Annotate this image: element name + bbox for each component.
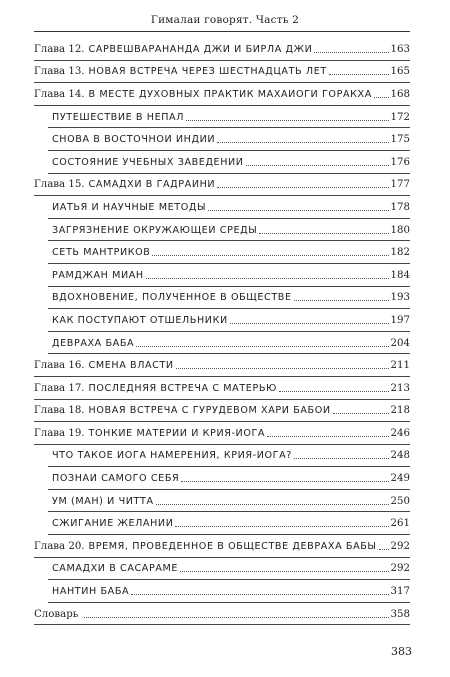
toc-section-name: РАМДЖАН МИАН — [52, 269, 144, 281]
dot-leader — [181, 481, 388, 482]
toc-entry — [34, 422, 410, 445]
toc-section-name: В МЕСТЕ ДУХОВНЫХ ПРАКТИК МАХАЙОГИ ГОРАКХА — [88, 88, 372, 100]
toc-page-number: 182 — [390, 247, 410, 259]
toc-section-name: ДЕВРАХA БАБА — [52, 337, 135, 349]
toc-entry-title — [48, 473, 179, 484]
toc-entry — [34, 196, 410, 219]
toc-entry — [34, 445, 410, 468]
toc-page-number: 261 — [390, 518, 410, 530]
toc-section-name: ПОСЛЕДНЯЯ ВСТРЕЧА С МАТЕРЬЮ — [88, 382, 277, 394]
toc-entry — [34, 467, 410, 490]
toc-section-name: КАК ПОСТУПАЮТ ОТШЕЛЬНИКИ — [52, 314, 228, 326]
toc-page-number: 177 — [390, 179, 410, 191]
dot-leader — [131, 594, 388, 595]
toc-page-number: 248 — [390, 450, 410, 462]
dot-leader — [217, 187, 388, 188]
toc-entry-title — [48, 292, 292, 303]
toc-entry-title — [34, 383, 277, 394]
dot-leader — [217, 142, 388, 143]
toc-entry — [34, 354, 410, 377]
toc-section-name: УМ (МАН) И ЧИТТА — [52, 495, 154, 507]
toc-section-name: СОСТОЯНИЕ УЧЕБНЫХ ЗАВЕДЕНИЙ — [52, 156, 244, 168]
toc-entry-title — [48, 496, 154, 507]
dot-leader — [84, 617, 388, 618]
toc-entry — [34, 264, 410, 287]
toc-section-name: НОВАЯ ВСТРЕЧА ЧЕРЕЗ ШЕСТНАДЦАТЬ ЛЕТ — [88, 66, 327, 78]
toc-page-number: 168 — [390, 88, 410, 100]
toc-page-number: 211 — [390, 360, 410, 372]
toc-page-number: 184 — [390, 269, 410, 281]
toc-entry-title — [34, 179, 215, 190]
toc-section-name: САМАДХИ В САСАРАМЕ — [52, 563, 179, 575]
toc-section-name: ВДОХНОВЕНИЕ, ПОЛУЧЕННОЕ В ОБЩЕСТВЕ — [52, 292, 292, 304]
table-of-contents — [34, 38, 410, 625]
toc-chapter-label: Глава 15. — [34, 179, 85, 191]
toc-entry-title — [48, 338, 134, 349]
toc-entry — [34, 128, 410, 151]
toc-page-number: 204 — [390, 337, 410, 349]
toc-entry-title — [34, 44, 312, 55]
toc-entry — [34, 490, 410, 513]
dot-leader — [329, 74, 389, 75]
dot-leader — [294, 300, 389, 301]
dot-leader — [180, 571, 389, 572]
toc-page-number: 193 — [390, 292, 410, 304]
toc-page-number: 249 — [390, 473, 410, 485]
page-number: 383 — [391, 645, 412, 658]
toc-entry — [34, 174, 410, 197]
dot-leader — [379, 549, 389, 550]
toc-page-number: 165 — [390, 66, 410, 78]
toc-section-name: ЙАТЬЯ И НАУЧНЫЕ МЕТОДЫ — [52, 201, 207, 213]
toc-page-number: 175 — [390, 134, 410, 146]
dot-leader — [333, 413, 389, 414]
toc-entry-title — [48, 134, 215, 145]
toc-entry — [34, 151, 410, 174]
toc-entry-title — [34, 428, 265, 439]
toc-page-number: 197 — [390, 314, 410, 326]
dot-leader — [152, 255, 388, 256]
dot-leader — [186, 120, 389, 121]
toc-chapter-label: Глава 13. — [34, 66, 85, 78]
toc-section-name: СЕТЬ МАНТРИКОВ — [52, 247, 151, 259]
dot-leader — [279, 391, 389, 392]
dot-leader — [314, 52, 388, 53]
dot-leader — [259, 233, 388, 234]
toc-entry-title — [48, 202, 206, 213]
toc-section-name: САРВЕШВАРАНАНДА ДЖИ И БИРЛА ДЖИ — [88, 43, 313, 55]
toc-section-name: ЗАГРЯЗНЕНИЕ ОКРУЖАЮЩЕЙ СРЕДЫ — [52, 224, 258, 236]
toc-page-number: 317 — [390, 586, 410, 598]
toc-entry — [34, 38, 410, 61]
header-rule — [34, 31, 410, 32]
toc-section-name: ТОНКИЕ МАТЕРИИ И КРИЯ-ЙОГА — [88, 427, 266, 439]
toc-entry — [34, 512, 410, 535]
toc-chapter-label: Глава 18. — [34, 405, 85, 417]
toc-entry — [34, 309, 410, 332]
toc-page-number: 246 — [390, 427, 410, 439]
toc-section-name: СМЕНА ВЛАСТИ — [88, 360, 174, 372]
toc-entry-title — [48, 586, 129, 597]
toc-entry — [34, 603, 410, 626]
toc-section-name: НОВАЯ ВСТРЕЧА С ГУРУДЕВОМ ХАРИ БАБОЙ — [88, 405, 331, 417]
toc-section-name: ЧТО ТАКОЕ ЙОГА НАМЕРЕНИЯ, КРИЯ-ЙОГА? — [52, 450, 292, 462]
toc-entry — [34, 219, 410, 242]
toc-chapter-label: Глава 17. — [34, 382, 85, 394]
toc-section-name: ПУТЕШЕСТВИЕ В НЕПАЛ — [52, 111, 185, 123]
dot-leader — [294, 458, 389, 459]
toc-entry-title — [48, 563, 178, 574]
toc-section-name: НАНТИН БАБА — [52, 586, 130, 598]
toc-section-name: САМАДХИ В ГАДРАИНИ — [88, 179, 216, 191]
toc-entry — [34, 241, 410, 264]
toc-entry-title — [34, 66, 327, 77]
toc-entry — [34, 580, 410, 603]
toc-page-number: 218 — [390, 405, 410, 417]
toc-page-number: 180 — [390, 224, 410, 236]
row-rule — [34, 624, 410, 625]
toc-entry-title — [48, 270, 144, 281]
toc-entry — [34, 61, 410, 84]
toc-chapter-label: Глава 16. — [34, 360, 85, 372]
toc-entry — [34, 377, 410, 400]
dot-leader — [208, 210, 389, 211]
dot-leader — [374, 97, 389, 98]
toc-page-number: 250 — [390, 495, 410, 507]
toc-entry-title — [48, 225, 257, 236]
toc-page-number: 292 — [390, 563, 410, 575]
running-header: Гималаи говорят. Часть 2 — [150, 14, 300, 26]
toc-page-number: 213 — [390, 382, 410, 394]
toc-entry — [34, 332, 410, 355]
toc-entry-title — [48, 247, 150, 258]
toc-entry-title — [34, 541, 377, 552]
toc-entry-title — [48, 157, 244, 168]
toc-entry — [34, 83, 410, 106]
dot-leader — [176, 368, 389, 369]
toc-section-name: СЖИГАНИЕ ЖЕЛАНИЙ — [52, 518, 174, 530]
toc-page-number: 178 — [390, 201, 410, 213]
toc-entry-title — [48, 450, 292, 461]
dot-leader — [136, 346, 388, 347]
toc-page-number: 172 — [390, 111, 410, 123]
toc-entry-title — [48, 112, 184, 123]
toc-entry-title — [34, 89, 372, 100]
toc-entry — [34, 287, 410, 310]
dot-leader — [246, 165, 389, 166]
toc-chapter-label: Словарь — [34, 608, 79, 620]
toc-entry — [34, 535, 410, 558]
toc-entry-title — [34, 609, 82, 620]
toc-page-number: 176 — [390, 156, 410, 168]
toc-entry-title — [34, 360, 174, 371]
toc-section-name: СНОВА В ВОСТОЧНОЙ ИНДИИ — [52, 134, 216, 146]
dot-leader — [175, 526, 388, 527]
toc-entry-title — [48, 518, 173, 529]
toc-entry-title — [34, 405, 331, 416]
toc-entry — [34, 400, 410, 423]
toc-chapter-label: Глава 12. — [34, 43, 85, 55]
toc-section-name: ВРЕМЯ, ПРОВЕДЕННОЕ В ОБЩЕСТВЕ ДЕВРAХА БАБЫ — [88, 540, 377, 552]
toc-chapter-label: Глава 19. — [34, 427, 85, 439]
toc-page-number: 163 — [390, 43, 410, 55]
toc-entry — [34, 558, 410, 581]
toc-section-name: ПОЗНАЙ САМОГО СЕБЯ — [52, 473, 180, 485]
dot-leader — [267, 436, 388, 437]
dot-leader — [156, 504, 389, 505]
dot-leader — [146, 278, 389, 279]
toc-chapter-label: Глава 20. — [34, 540, 85, 552]
toc-chapter-label: Глава 14. — [34, 88, 85, 100]
toc-entry-title — [48, 315, 228, 326]
toc-page-number: 292 — [390, 540, 410, 552]
dot-leader — [230, 323, 389, 324]
toc-entry — [34, 106, 410, 129]
toc-page-number: 358 — [390, 608, 410, 620]
